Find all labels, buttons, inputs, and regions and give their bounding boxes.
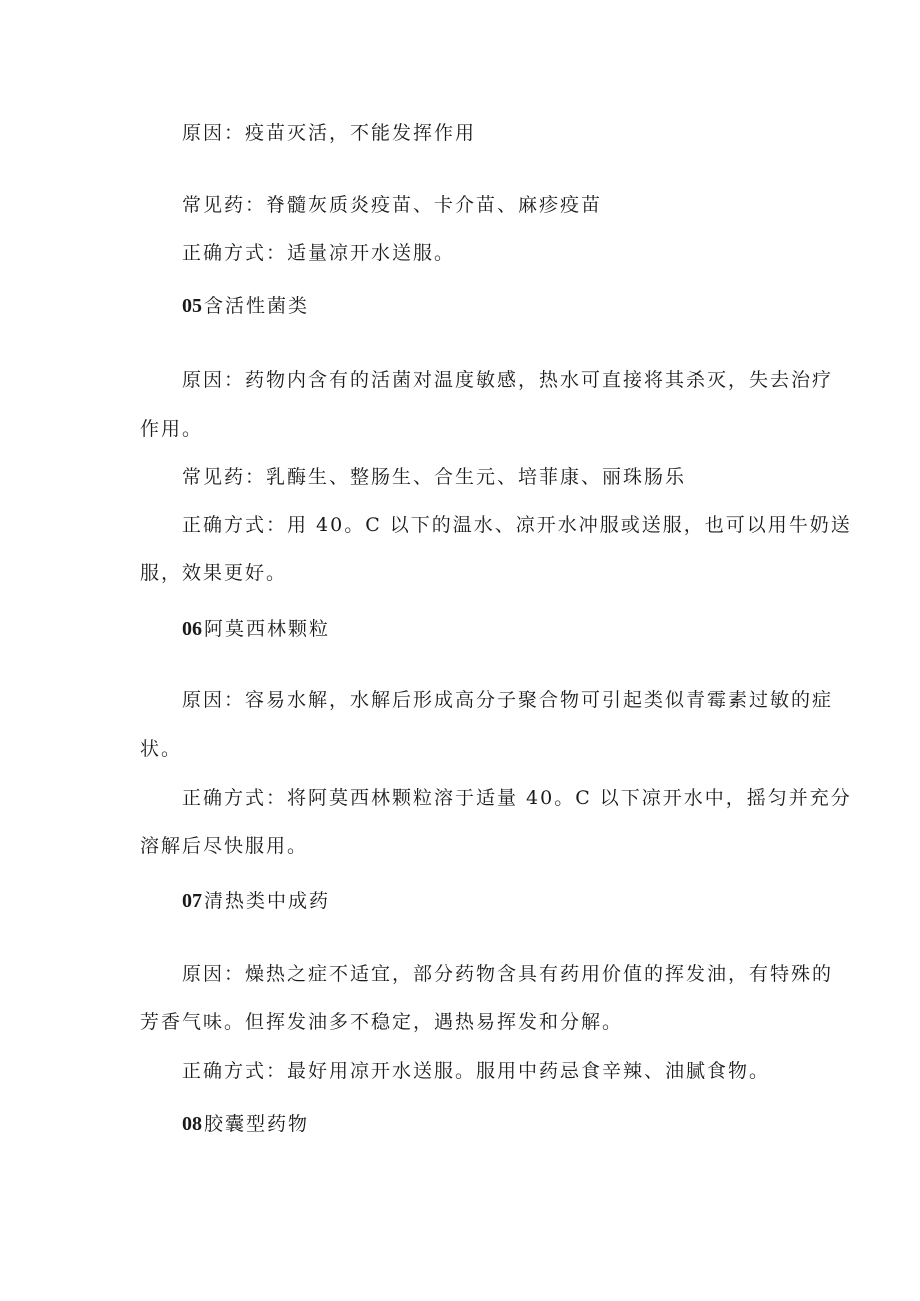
paragraph-cause-live-bacteria-line2: 作用。 — [140, 418, 204, 440]
paragraph-correct-method-amoxicillin-line1: 正确方式：将阿莫西林颗粒溶于适量 40。C 以下凉开水中，摇匀并充分 — [182, 787, 852, 809]
section-title: 清热类中成药 — [204, 890, 331, 912]
section-heading-08 — [182, 1114, 812, 1134]
section-title: 含活性菌类 — [204, 295, 310, 317]
paragraph-correct-method-amoxicillin-line2: 溶解后尽快服用。 — [140, 835, 309, 857]
paragraph-cause-herbal-line2: 芳香气味。但挥发油多不稳定，遇热易挥发和分解。 — [140, 1011, 624, 1033]
section-heading-06 — [182, 619, 812, 639]
paragraph-cause-amoxicillin-line1: 原因：容易水解，水解后形成高分子聚合物可引起类似青霉素过敏的症 — [182, 689, 834, 711]
paragraph-common-drugs-bacteria: 常见药：乳酶生、整肠生、合生元、培菲康、丽珠肠乐 — [182, 466, 687, 488]
section-title: 阿莫西林颗粒 — [204, 618, 331, 640]
paragraph-correct-method-bacteria-line2: 服，效果更好。 — [140, 562, 288, 584]
section-number: 08 — [182, 1113, 202, 1135]
section-title: 胶囊型药物 — [204, 1113, 310, 1135]
paragraph-common-drugs-vaccine: 常见药：脊髓灰质炎疫苗、卡介苗、麻疹疫苗 — [182, 194, 603, 216]
section-number: 07 — [182, 890, 202, 912]
section-heading-05 — [182, 296, 812, 316]
paragraph-cause-amoxicillin-line2: 状。 — [140, 738, 183, 760]
paragraph-cause-vaccine: 原因：疫苗灭活，不能发挥作用 — [182, 122, 477, 144]
paragraph-cause-herbal-line1: 原因：燥热之症不适宜，部分药物含具有药用价值的挥发油，有特殊的 — [182, 963, 834, 985]
section-number: 05 — [182, 295, 202, 317]
paragraph-correct-method-herbal: 正确方式：最好用凉开水送服。服用中药忌食辛辣、油腻食物。 — [182, 1060, 771, 1082]
section-number: 06 — [182, 618, 202, 640]
paragraph-correct-method-vaccine: 正确方式：适量凉开水送服。 — [182, 242, 456, 264]
section-heading-07 — [182, 891, 812, 911]
paragraph-cause-live-bacteria-line1: 原因：药物内含有的活菌对温度敏感，热水可直接将其杀灭，失去治疗 — [182, 369, 834, 391]
paragraph-correct-method-bacteria-line1: 正确方式：用 40。C 以下的温水、凉开水冲服或送服，也可以用牛奶送 — [182, 514, 852, 536]
